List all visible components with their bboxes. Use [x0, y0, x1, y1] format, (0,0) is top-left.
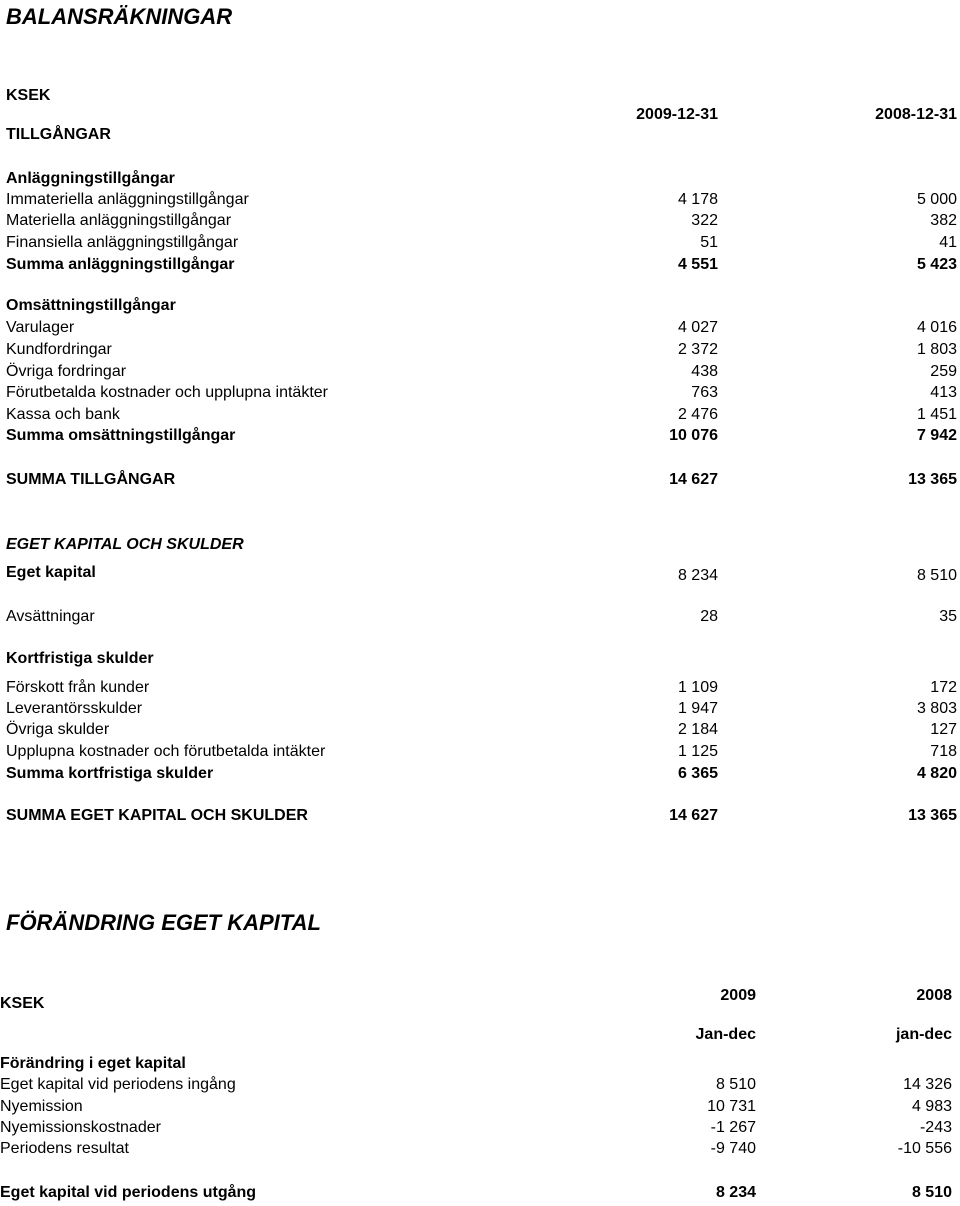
section-heading-current-assets: Omsättningstillgångar [6, 297, 176, 314]
row-label: Leverantörsskulder [6, 700, 143, 717]
row-value-2008: 35 [939, 608, 957, 625]
row-label: Materiella anläggningstillgångar [6, 212, 232, 229]
row-value-2009: 1 109 [677, 679, 718, 696]
row-value-2009: 2 184 [677, 721, 718, 738]
row-value-2009: 51 [700, 234, 718, 251]
row-value-2008: 8 510 [916, 567, 957, 584]
row-label: Nyemission [0, 1098, 83, 1115]
sum-value-2009: 4 551 [677, 256, 718, 273]
row-label: Eget kapital vid periodens utgång [0, 1184, 257, 1201]
row-value-2008: 41 [939, 234, 957, 251]
col-header-2009: 2009-12-31 [636, 106, 718, 123]
total-value-2008: 13 365 [908, 471, 957, 488]
balance-unit: KSEK [6, 87, 51, 104]
row-value-2009: 1 125 [677, 743, 718, 760]
row-value-2009: 2 476 [677, 406, 718, 423]
row-label: Periodens resultat [0, 1140, 129, 1157]
row-value-2008: 413 [930, 384, 957, 401]
row-label: Nyemissionskostnader [0, 1119, 161, 1136]
sum-value-2009: 6 365 [677, 765, 718, 782]
row-value-2009: -9 740 [710, 1140, 756, 1157]
row-value-2008: -243 [919, 1119, 952, 1136]
row-label: Avsättningar [6, 608, 95, 625]
row-label: Eget kapital vid periodens ingång [0, 1076, 236, 1093]
sum-value-2008: 5 423 [916, 256, 957, 273]
row-value-2009: 438 [691, 363, 718, 380]
col-header-2008: 2008-12-31 [875, 106, 957, 123]
row-label: Varulager [6, 319, 75, 336]
row-value-2009: 8 234 [677, 567, 718, 584]
row-value-2009: 1 947 [677, 700, 718, 717]
total-value-2008: 13 365 [908, 807, 957, 824]
row-label: Upplupna kostnader och förutbetalda intäkter [6, 743, 326, 760]
row-value-2009: 10 731 [707, 1098, 756, 1115]
row-value-2009: 8 510 [715, 1076, 756, 1093]
total-value-2009: 14 627 [669, 471, 718, 488]
row-value-2008: 1 803 [916, 341, 957, 358]
total-label: SUMMA TILLGÅNGAR [6, 471, 176, 488]
row-value-2008: 14 326 [903, 1076, 952, 1093]
equity-change-title: FÖRÄNDRING EGET KAPITAL [6, 910, 321, 935]
row-value-2009: -1 267 [710, 1119, 756, 1136]
row-label: Eget kapital [6, 564, 96, 581]
sum-label: Summa kortfristiga skulder [6, 765, 214, 782]
row-label: Kundfordringar [6, 341, 112, 358]
row-value-2008: 1 451 [916, 406, 957, 423]
equity-change-heading: Förändring i eget kapital [0, 1055, 186, 1072]
row-label: Övriga skulder [6, 721, 110, 738]
row-value-2008: 5 000 [916, 191, 957, 208]
row-label: Förutbetalda kostnader och upplupna intäkter [6, 384, 328, 401]
sum-value-2009: 10 076 [669, 427, 718, 444]
row-label: Immateriella anläggningstillgångar [6, 191, 249, 208]
row-value-2008: -10 556 [897, 1140, 952, 1157]
row-value-2008: 8 510 [911, 1184, 952, 1201]
row-value-2008: 127 [930, 721, 957, 738]
row-value-2008: 259 [930, 363, 957, 380]
col-year-2008: 2008 [916, 987, 952, 1004]
col-year-2009: 2009 [720, 987, 756, 1004]
row-label: Förskott från kunder [6, 679, 150, 696]
row-value-2008: 172 [930, 679, 957, 696]
row-value-2008: 4 983 [911, 1098, 952, 1115]
row-value-2009: 763 [691, 384, 718, 401]
row-value-2009: 8 234 [715, 1184, 756, 1201]
total-label: SUMMA EGET KAPITAL OCH SKULDER [6, 807, 308, 824]
assets-heading: TILLGÅNGAR [6, 126, 111, 143]
section-heading-short-term: Kortfristiga skulder [6, 650, 154, 667]
col-period-2008: jan-dec [895, 1026, 952, 1043]
col-period-2009: Jan-dec [695, 1026, 756, 1043]
sum-value-2008: 7 942 [916, 427, 957, 444]
row-value-2009: 4 178 [677, 191, 718, 208]
total-value-2009: 14 627 [669, 807, 718, 824]
row-value-2009: 28 [700, 608, 718, 625]
row-value-2008: 4 016 [916, 319, 957, 336]
equity-change-unit: KSEK [0, 995, 45, 1012]
row-label: Övriga fordringar [6, 363, 127, 380]
liabilities-heading: EGET KAPITAL OCH SKULDER [6, 536, 244, 553]
row-value-2008: 718 [930, 743, 957, 760]
sum-label: Summa omsättningstillgångar [6, 427, 236, 444]
section-heading-fixed-assets: Anläggningstillgångar [6, 170, 175, 187]
sum-label: Summa anläggningstillgångar [6, 256, 235, 273]
row-label: Kassa och bank [6, 406, 120, 423]
sum-value-2008: 4 820 [916, 765, 957, 782]
balance-title: BALANSRÄKNINGAR [6, 4, 233, 29]
row-label: Finansiella anläggningstillgångar [6, 234, 239, 251]
row-value-2009: 4 027 [677, 319, 718, 336]
row-value-2009: 322 [691, 212, 718, 229]
row-value-2008: 3 803 [916, 700, 957, 717]
row-value-2009: 2 372 [677, 341, 718, 358]
row-value-2008: 382 [930, 212, 957, 229]
